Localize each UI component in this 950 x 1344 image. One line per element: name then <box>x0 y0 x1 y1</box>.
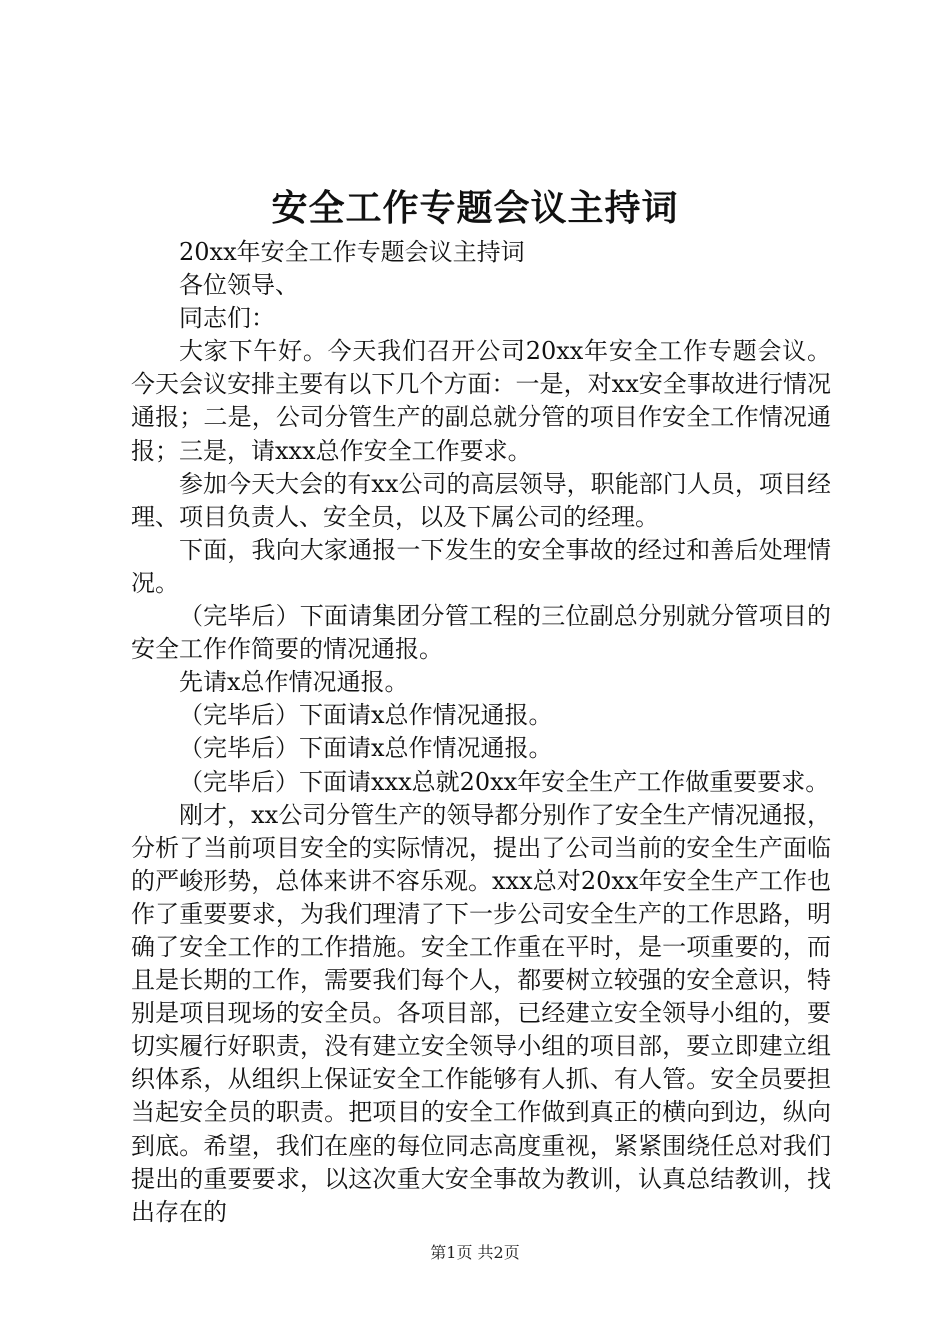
paragraph-second-report: （完毕后）下面请x总作情况通报。 <box>179 701 553 730</box>
paragraph-first-report: 先请x总作情况通报。 <box>179 668 409 697</box>
paragraph-subtitle: 20xx年安全工作专题会议主持词 <box>179 238 525 266</box>
paragraph-vice-presidents: （完毕后）下面请集团分管工程的三位副总分别就分管项目的安全工作作简要的情况通报。 <box>131 602 831 664</box>
document-title: 安全工作专题会议主持词 <box>271 187 679 229</box>
paragraph-third-report: （完毕后）下面请x总作情况通报。 <box>179 734 553 763</box>
paragraph-salutation-comrades: 同志们： <box>179 304 275 333</box>
paragraph-requirements: （完毕后）下面请xxx总就20xx年安全生产工作做重要要求。 <box>179 767 830 796</box>
document-body <box>131 236 831 1229</box>
paragraph-summary: 刚才，xx公司分管生产的领导都分别作了安全生产情况通报，分析了当前项目安全的实际情况，提出了公司当前的安全生产面临的严峻形势，总体来讲不容乐观。xxx总对20xx年安全生产工作也作了重要要求，为我们理清了下一步公司安全生产的工作思路，明确了安全工作的工作措施。安全工作重在平时，是一项重要的，而且是长期的工作，需要我们每个人，都要树立较强的安全意识，特别是项目现场的安全员。各项目部，已经建立安全领导小组的，要切实履行好职责，没有建立安全领导小组的项目部，要立即建立组织体系，从组织上保证安全工作能够有人抓、有人管。安全员要担当起安全员的职责。把项目的安全工作做到真正的横向到边，纵向到底。希望，我们在座的每位同志高度重视，紧紧围绕任总对我们提出的重要要求，以这次重大安全事故为教训，认真总结教训，找出存在的 <box>131 800 831 1226</box>
paragraph-opening: 大家下午好。今天我们召开公司20xx年安全工作专题会议。今天会议安排主要有以下几个方面：一是，对xx安全事故进行情况通报；二是，公司分管生产的副总就分管的项目作安全工作情况通报；三是，请xxx总作安全工作要求。 <box>131 337 831 465</box>
paragraph-attendees: 参加今天大会的有xx公司的高层领导，职能部门人员，项目经理、项目负责人、安全员，以及下属公司的经理。 <box>131 469 831 531</box>
page-number-footer: 第1页 共2页 <box>430 1243 520 1262</box>
paragraph-salutation-leaders: 各位领导、 <box>179 271 299 300</box>
paragraph-incident-report: 下面，我向大家通报一下发生的安全事故的经过和善后处理情况。 <box>131 535 831 597</box>
